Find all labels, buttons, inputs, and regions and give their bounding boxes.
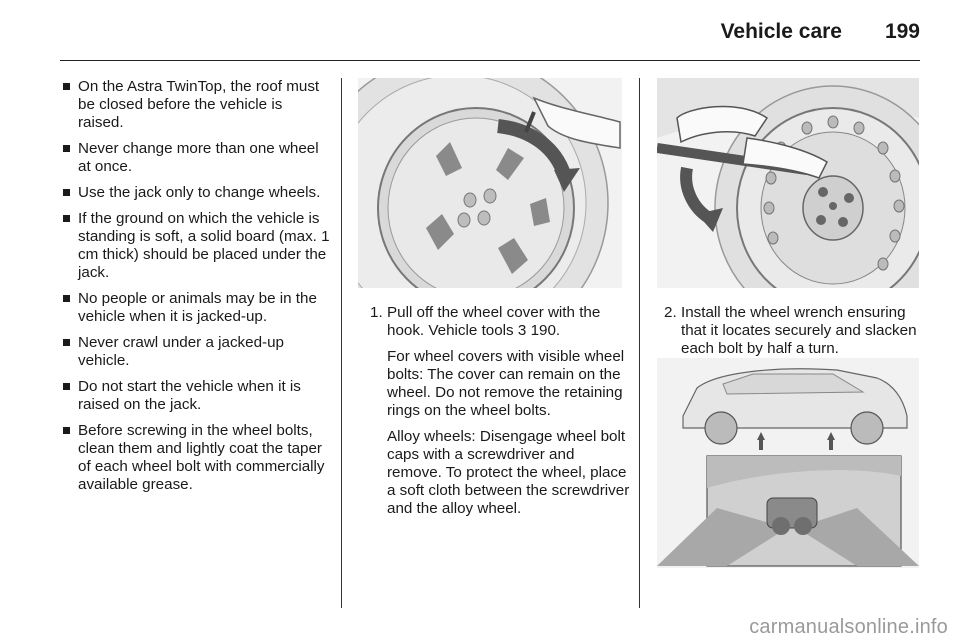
bullet-item: If the ground on which the vehicle is standing is soft, a solid board (max. 1 cm thick) should be placed under the jack. bbox=[62, 210, 330, 282]
safety-bullet-list bbox=[62, 78, 330, 494]
step-1-instruction: Pull off the wheel cover with the hook. Vehicle tools 3 190. bbox=[387, 304, 601, 339]
bullet-square-icon bbox=[63, 339, 70, 346]
wheel-cover-illustration bbox=[358, 78, 622, 288]
wheel-wrench-drawing bbox=[657, 78, 919, 288]
watermark: carmanualsonline.info bbox=[749, 616, 948, 638]
bullet-square-icon bbox=[63, 145, 70, 152]
page-number: 199 bbox=[884, 20, 920, 43]
column-divider-1 bbox=[341, 78, 342, 608]
jack-point-illustration bbox=[657, 358, 919, 568]
page-reference-number: 190. bbox=[530, 322, 561, 339]
wheel-wrench-illustration bbox=[657, 78, 919, 288]
bullet-square-icon bbox=[63, 295, 70, 302]
column-divider-2 bbox=[639, 78, 640, 608]
jack-point-drawing bbox=[657, 358, 919, 568]
bullet-item: Use the jack only to change wheels. bbox=[62, 184, 330, 202]
bullet-square-icon bbox=[63, 427, 70, 434]
header-rule bbox=[60, 60, 920, 61]
page-header bbox=[0, 0, 960, 62]
page-reference-icon: 3 bbox=[517, 322, 527, 339]
bullet-square-icon bbox=[63, 215, 70, 222]
safety-bullets-column bbox=[62, 78, 330, 502]
bullet-item: Do not start the vehicle when it is raised on the jack. bbox=[62, 378, 330, 414]
step-2 bbox=[664, 304, 926, 366]
section-title: Vehicle care bbox=[720, 20, 842, 43]
step-1 bbox=[370, 304, 632, 526]
wheel-cover-drawing bbox=[358, 78, 622, 288]
bullet-item: On the Astra TwinTop, the roof must be closed before the vehicle is raised. bbox=[62, 78, 330, 132]
bullet-item: No people or animals may be in the vehicle when it is jacked-up. bbox=[62, 290, 330, 326]
bullet-square-icon bbox=[63, 189, 70, 196]
bullet-item: Never change more than one wheel at once. bbox=[62, 140, 330, 176]
step-1-note-visible-bolts: For wheel covers with visible wheel bolts: The cover can remain on the wheel. Do not remove the retaining rings on the wheel bolts. bbox=[387, 348, 625, 419]
step-2-instruction: Install the wheel wrench ensuring that it locates securely and slacken each bolt by half a turn. bbox=[681, 304, 917, 357]
bullet-item: Before screwing in the wheel bolts, clean them and lightly coat the taper of each wheel bolt with commercially available grease. bbox=[62, 422, 330, 494]
step-1-note-alloy-wheels: Alloy wheels: Disengage wheel bolt caps with a screwdriver and remove. To protect the wheel, place a soft cloth between the screwdriver and the alloy wheel. bbox=[387, 428, 630, 517]
bullet-square-icon bbox=[63, 383, 70, 390]
step-2-number: 2. bbox=[664, 304, 677, 321]
bullet-square-icon bbox=[63, 83, 70, 90]
step-1-number: 1. bbox=[370, 304, 383, 321]
bullet-item: Never crawl under a jacked-up vehicle. bbox=[62, 334, 330, 370]
